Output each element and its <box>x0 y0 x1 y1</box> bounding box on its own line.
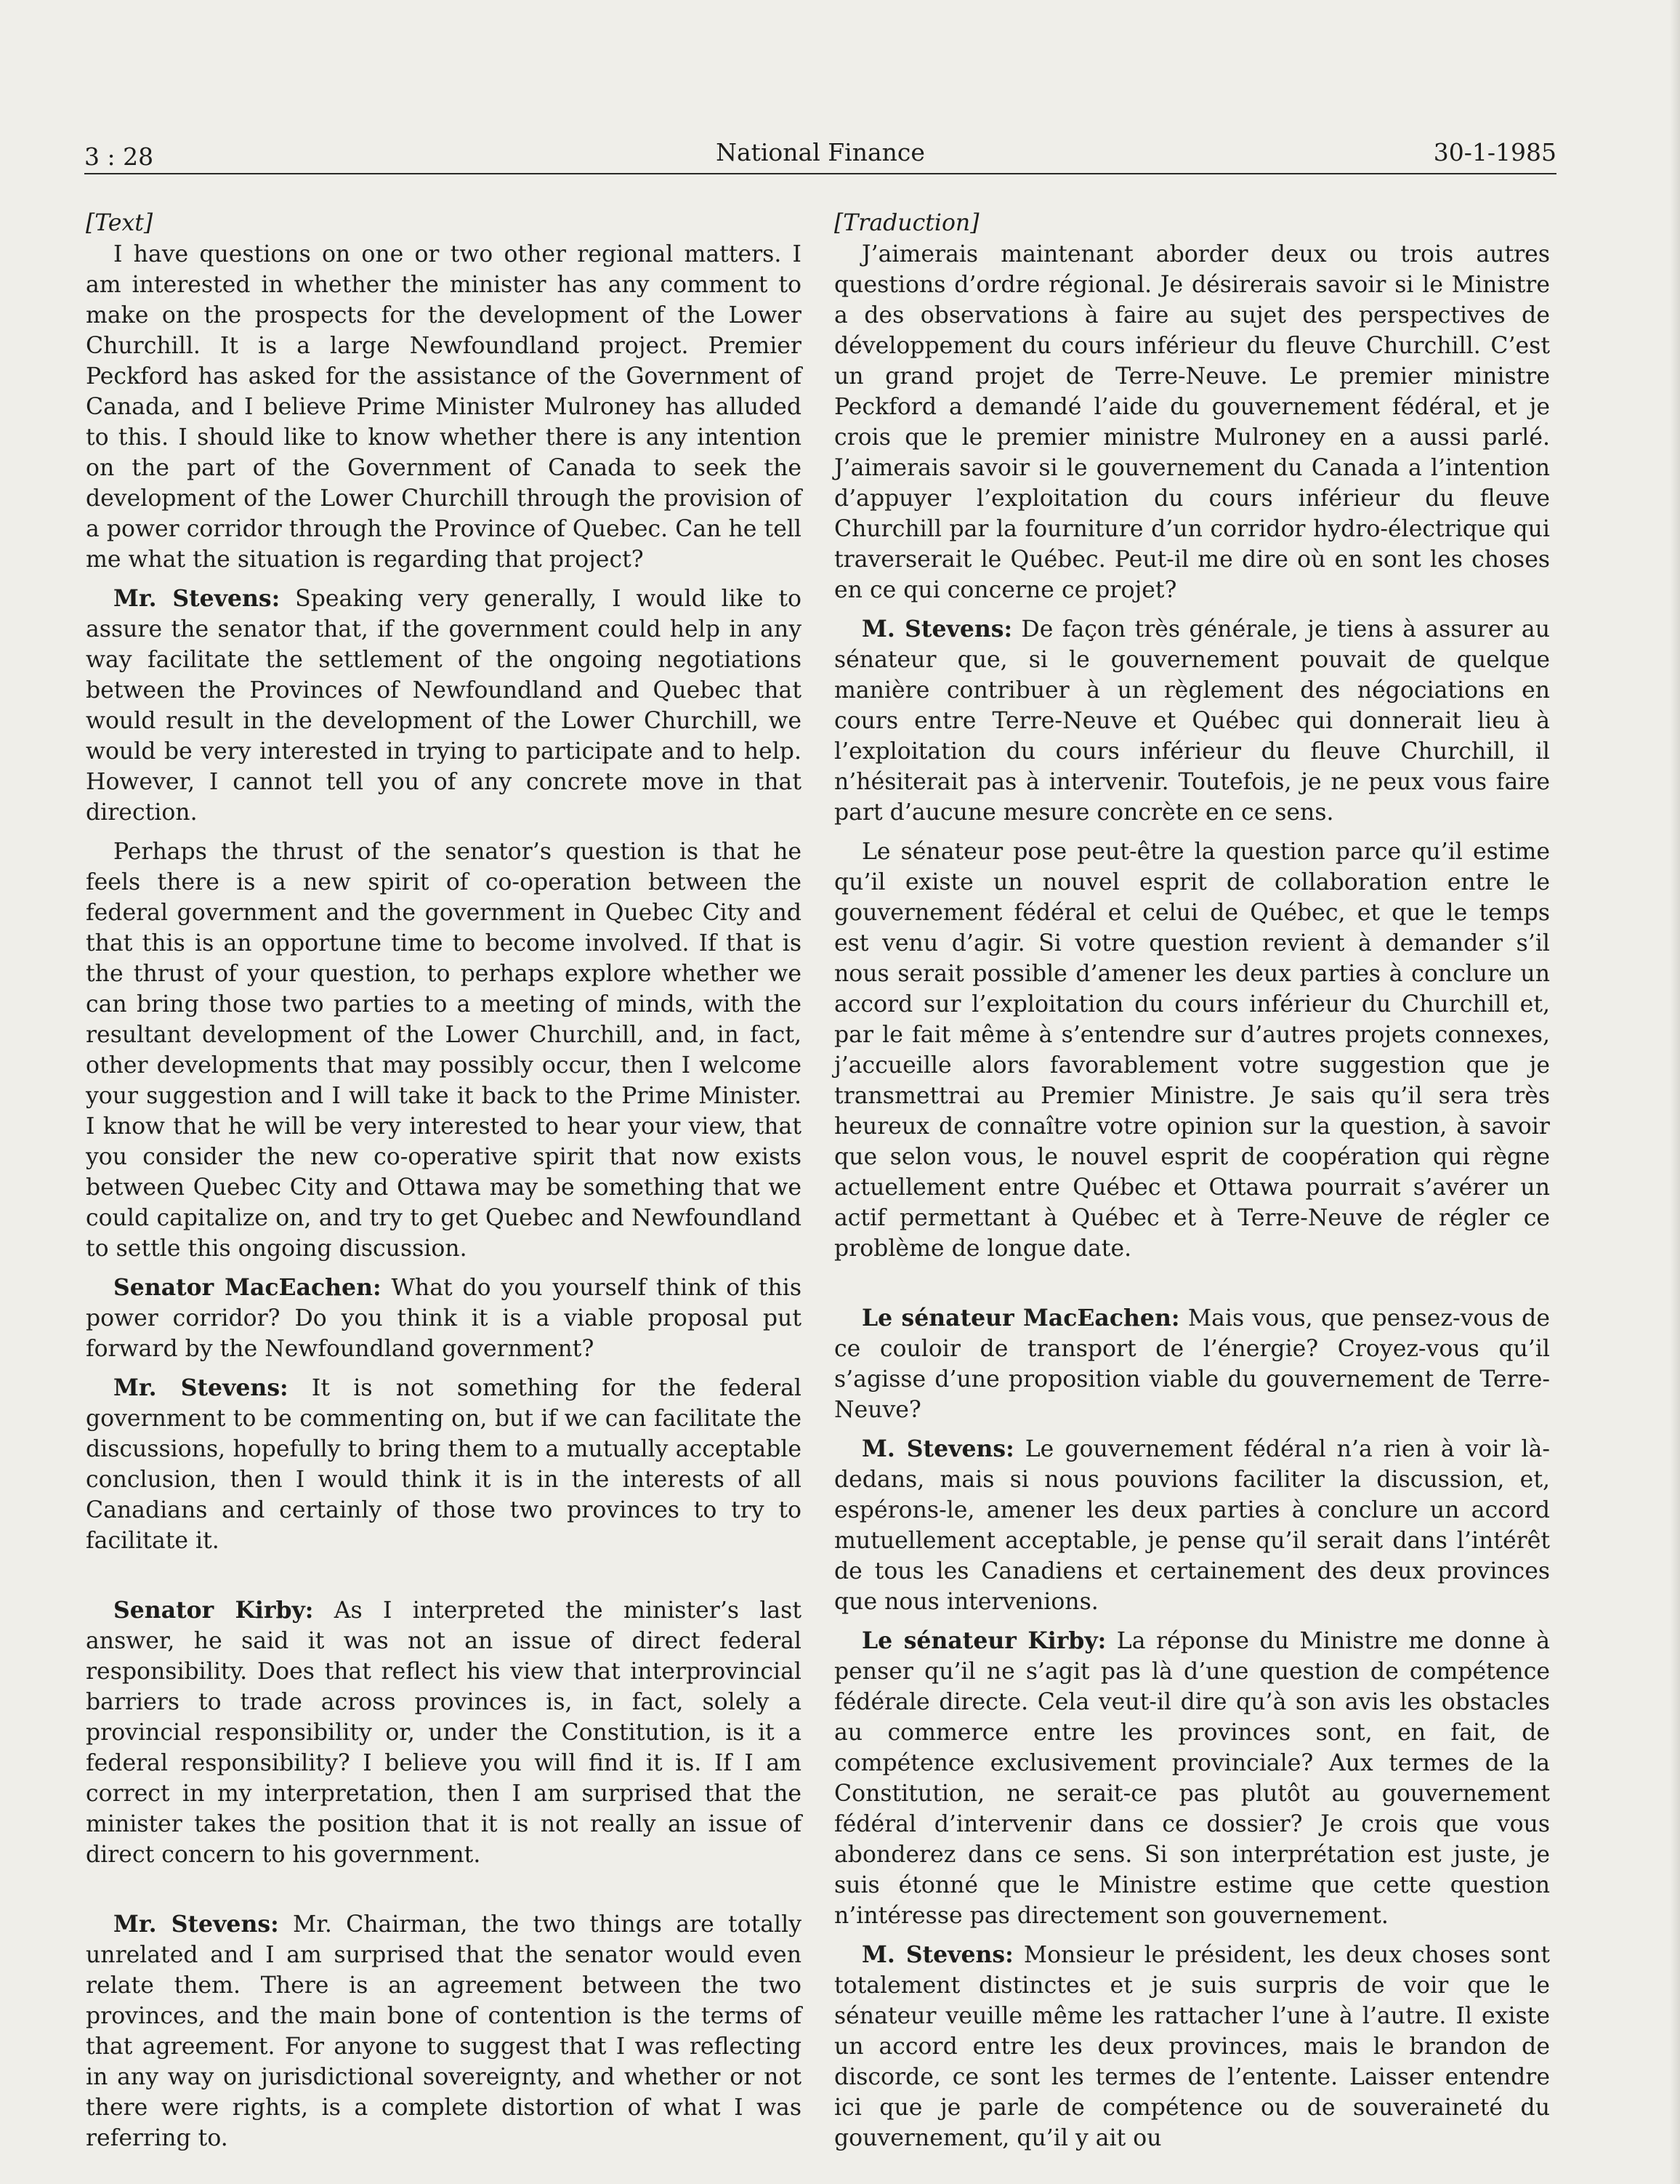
speaker-name: Le sénateur Kirby: <box>862 1627 1107 1654</box>
french-paragraph <box>834 1303 1550 1425</box>
paragraph-text: De façon très générale, je tiens à assurer au sénateur que, si le gouvernement pouvait de quelque manière contribuer à un règlement des négociations en cours entre Terre-Neuve et Québec qui donnerait lieu à l’exploitation du cours inférieur du fleuve Churchill, il n’hésiterait pas à intervenir. Toutefois, je ne peux vous faire part d’aucune mesure concrète en ce sens. <box>834 616 1550 826</box>
english-paragraph <box>86 1595 801 1870</box>
speaker-name: Le sénateur MacEachen: <box>862 1305 1180 1331</box>
speaker-name: M. Stevens: <box>862 616 1013 642</box>
paragraph-text: Perhaps the thrust of the senator’s question is that he feels there is a new spirit of co-operation between the federal government and the government in Quebec City and that this is an opportune time to become involved. If that is the thrust of your question, to perhaps explore whether we can bring those two parties to a meeting of minds, with the resultant development of the Lower Churchill, and, in fact, other developments that may possibly occur, then I welcome your suggestion and I will take it back to the Prime Minister. I know that he will be very interested to hear your view, that you consider the new co-operative spirit that now exists between Quebec City and Ottawa may be something that we could capitalize on, and try to get Quebec and Newfoundland to settle this ongoing discussion. <box>86 839 801 1262</box>
french-paragraph <box>834 837 1550 1264</box>
paragraph-text: Monsieur le président, les deux choses sont totalement distinctes et je suis surpris de voir que le sénateur veuille même les rattacher l’une à l’autre. Il existe un accord entre les deux provinces, mais le brandon de discorde, ce sont les termes de l’entente. Laisser entendre ici que je parle de compétence ou de souveraineté du gouvernement, qu’il y ait ou <box>834 1942 1551 2151</box>
paragraph-text: Mais vous, que pensez-vous de ce couloir de transport de l’énergie? Croyez-vous qu’il s’agisse d’une proposition viable du gouvernement de Terre-Neuve? <box>834 1305 1550 1423</box>
paragraph-text: As I interpreted the minister’s last answer, he said it was not an issue of direct federal responsibility. Does that reflect his view that interprovincial barriers to trade across provinces is, in fact, solely a provincial responsibility or, under the Constitution, is it a federal responsibility? I believe you will find it is. If I am correct in my interpretation, then I am surprised that the minister takes the position that it is not really an issue of direct concern to his government. <box>86 1597 802 1868</box>
speaker-name: Mr. Stevens: <box>113 585 280 612</box>
page-edge-shadow <box>1670 0 1680 2184</box>
spacer <box>86 1879 801 1909</box>
english-paragraph <box>86 1273 801 1364</box>
french-paragraph <box>834 1434 1550 1617</box>
french-column <box>834 208 1550 2162</box>
paragraph-text: Mr. Chairman, the two things are totally unrelated and I am surprised that the senator would even relate them. There is an agreement between the two provinces, and the main bone of contention is the terms of that agreement. For anyone to suggest that I was reflecting in any way on jurisdictional sovereignty, and whether or not there were rights, is a complete distortion of what I was referring to. <box>86 1911 801 2151</box>
paragraph-text: Le gouvernement fédéral n’a rien à voir là-dedans, mais si nous pouvions faciliter la discussion, et, espérons-le, amener les deux parties à conclure un accord mutuellement acceptable, je pense qu’il serait dans l’intérêt de tous les Canadiens et certainement des deux provinces que nous intervenions. <box>834 1436 1550 1615</box>
paragraph-text: Le sénateur pose peut-être la question parce qu’il estime qu’il existe un nouvel esprit de collaboration entre le gouvernement fédéral et celui de Québec, et que le temps est venu d’agir. Si votre question revient à demander s’il nous serait possible d’amener les deux parties à conclure un accord sur l’exploitation du cours inférieur du Churchill et, par le fait même à s’entendre sur d’autres projets connexes, j’accueille alors favorablement votre suggestion que je transmettrai au Premier Ministre. Je sais qu’il sera très heureux de connaître votre opinion sur la question, à savoir que selon vous, le nouvel esprit de coopération qui règne actuellement entre Québec et Ottawa pourrait s’avérer un actif permettant à Québec et à Terre-Neuve de régler ce problème de longue date. <box>834 839 1550 1262</box>
spacer <box>86 1565 801 1595</box>
french-paragraph <box>834 614 1550 828</box>
english-paragraph <box>86 239 801 575</box>
paragraph-text: J’aimerais maintenant aborder deux ou trois autres questions d’ordre régional. Je désirerais savoir si le Ministre a des observations à faire au sujet des perspectives de développement du cours inférieur du fleuve Churchill. C’est un grand projet de Terre-Neuve. Le premier ministre Peckford a demandé l’aide du gouvernement fédéral, et je crois que le premier ministre Mulroney en a aussi parlé. J’aimerais savoir si le gouvernement du Canada a l’intention d’appuyer l’exploitation du cours inférieur du fleuve Churchill par la fourniture d’un corridor hydro-électrique qui traverserait le Québec. Peut-il me dire où en sont les choses en ce qui concerne ce projet? <box>834 241 1550 603</box>
english-paragraph <box>86 1909 801 2153</box>
english-paragraph <box>86 1373 801 1556</box>
french-paragraph <box>834 1940 1550 2153</box>
english-paragraph <box>86 837 801 1264</box>
running-title: National Finance <box>716 138 925 166</box>
spacer <box>834 1273 1550 1303</box>
french-paragraph <box>834 239 1550 605</box>
english-paragraph <box>86 584 801 828</box>
paragraph-text: I have questions on one or two other regional matters. I am interested in whether the minister has any comment to make on the prospects for the development of the Lower Churchill. It is a large Newfoundland project. Premier Peckford has asked for the assistance of the Government of Canada, and I believe Prime Minister Mulroney has alluded to this. I should like to know whether there is any intention on the part of the Government of Canada to seek the development of the Lower Churchill through the provision of a power corridor through the Province of Quebec. Can he tell me what the situation is regarding that project? <box>86 241 801 573</box>
page-header <box>84 138 1556 173</box>
page-number: 3 : 28 <box>84 142 154 171</box>
speaker-name: Mr. Stevens: <box>113 1911 279 1938</box>
paragraph-text: La réponse du Ministre me donne à penser qu’il ne s’agit pas là d’une question de compétence fédérale directe. Cela veut-il dire qu’à son avis les obstacles au commerce entre les provinces sont, en fait, de compétence exclusivement provinciale? Aux termes de la Constitution, ne serait-ce pas plutôt au gouvernement fédéral d’intervenir dans ce dossier? Je crois que vous abonderez dans ce sens. Si son interprétation est juste, je suis étonné que le Ministre estime que cette question n’intéresse pas directement son gouvernement. <box>834 1628 1550 1929</box>
speaker-name: Senator MacEachen: <box>113 1274 381 1301</box>
speaker-name: M. Stevens: <box>862 1435 1014 1462</box>
french-language-tag: [Traduction] <box>834 210 980 236</box>
french-paragraph <box>834 1626 1550 1931</box>
header-date: 30-1-1985 <box>1433 138 1556 166</box>
paragraph-text: Speaking very generally, I would like to assure the senator that, if the government could help in any way facilitate the settlement of the ongoing negotiations between the Provinces of Newfoundland and Quebec that would result in the development of the Lower Churchill, we would be very interested in trying to participate and to help. However, I cannot tell you of any concrete move in that direction. <box>86 586 801 826</box>
speaker-name: Senator Kirby: <box>113 1597 314 1624</box>
speaker-name: M. Stevens: <box>862 1941 1014 1968</box>
speaker-name: Mr. Stevens: <box>113 1374 288 1401</box>
paragraph-text: It is not something for the federal government to be commenting on, but if we can facilitate the discussions, hopefully to bring them to a mutually acceptable conclusion, then I would think it is in the interests of all Canadians and certainly of those two provinces to try to facilitate it. <box>86 1375 801 1554</box>
english-language-tag: [Text] <box>86 210 153 236</box>
english-column <box>86 208 801 2162</box>
header-rule <box>84 173 1556 174</box>
paragraph-text: What do you yourself think of this power corridor? Do you think it is a viable proposal put forward by the Newfoundland government? <box>86 1275 801 1362</box>
